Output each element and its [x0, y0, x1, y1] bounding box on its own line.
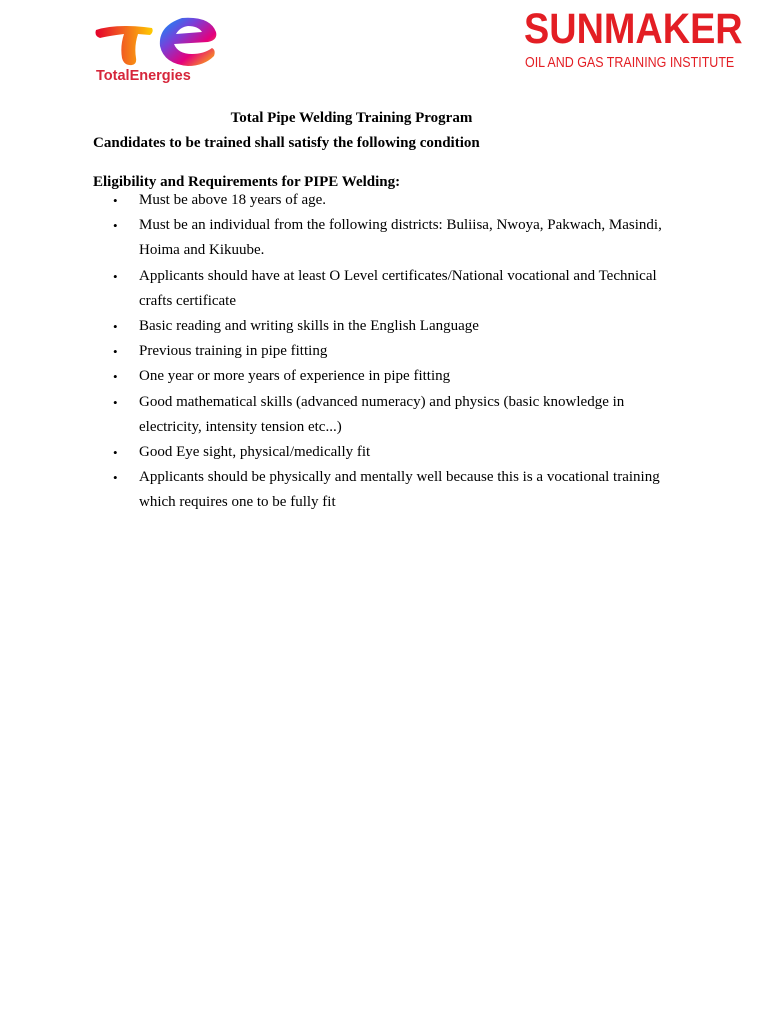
brand-part-energies: Energies [129, 68, 191, 84]
brand-part-total: Total [96, 68, 130, 84]
requirement-text: Previous training in pipe fitting [139, 343, 328, 360]
bullet-icon: • [113, 445, 118, 461]
list-item [0, 213, 768, 263]
requirement-text: Basic reading and writing skills in the English Language [139, 318, 479, 335]
list-item [0, 390, 768, 440]
bullet-icon: • [113, 369, 118, 385]
sunmaker-subtitle: OIL AND GAS TRAINING INSTITUTE [525, 55, 735, 71]
list-item [0, 314, 768, 339]
list-item [0, 264, 768, 314]
requirements-list [0, 188, 768, 516]
requirement-text: Must be an individual from the following districts: Buliisa, Nwoya, Pakwach, Masindi, Hoima and Kikuube. [139, 217, 662, 259]
bullet-icon: • [113, 193, 118, 208]
list-item [0, 465, 768, 515]
requirement-text: Applicants should be physically and mentally well because this is a vocational training which requires one to be fully fit [139, 469, 660, 511]
totalenergies-logo-icon [94, 14, 220, 70]
bullet-icon: • [113, 394, 118, 410]
list-item [0, 364, 768, 389]
bullet-icon: • [113, 218, 118, 234]
bullet-icon: • [113, 344, 118, 360]
condition-statement: Candidates to be trained shall satisfy the following condition [93, 135, 480, 151]
document-title-text: Total Pipe Welding Training Program [230, 110, 473, 126]
requirement-text: One year or more years of experience in pipe fitting [139, 368, 451, 385]
list-item [0, 188, 768, 213]
bullet-icon: • [113, 470, 118, 486]
bullet-icon: • [113, 319, 118, 335]
requirement-text: Applicants should have at least O Level certificates/National vocational and Technical crafts certificate [139, 267, 657, 309]
requirements-heading: Eligibility and Requirements for PIPE Welding: [93, 174, 401, 190]
totalenergies-wordmark [96, 68, 191, 84]
bullet-icon: • [113, 268, 118, 284]
requirement-text: Must be above 18 years of age. [139, 192, 327, 208]
document-title [0, 109, 703, 127]
sunmaker-logo [524, 5, 743, 71]
list-item [0, 339, 768, 364]
totalenergies-logo [94, 14, 224, 86]
requirement-text: Good Eye sight, physical/medically fit [139, 444, 371, 461]
sunmaker-title: SUNMAKER [524, 5, 743, 53]
requirement-text: Good mathematical skills (advanced numeracy) and physics (basic knowledge in electricity, intensity tension etc...) [139, 393, 625, 435]
list-item [0, 440, 768, 465]
